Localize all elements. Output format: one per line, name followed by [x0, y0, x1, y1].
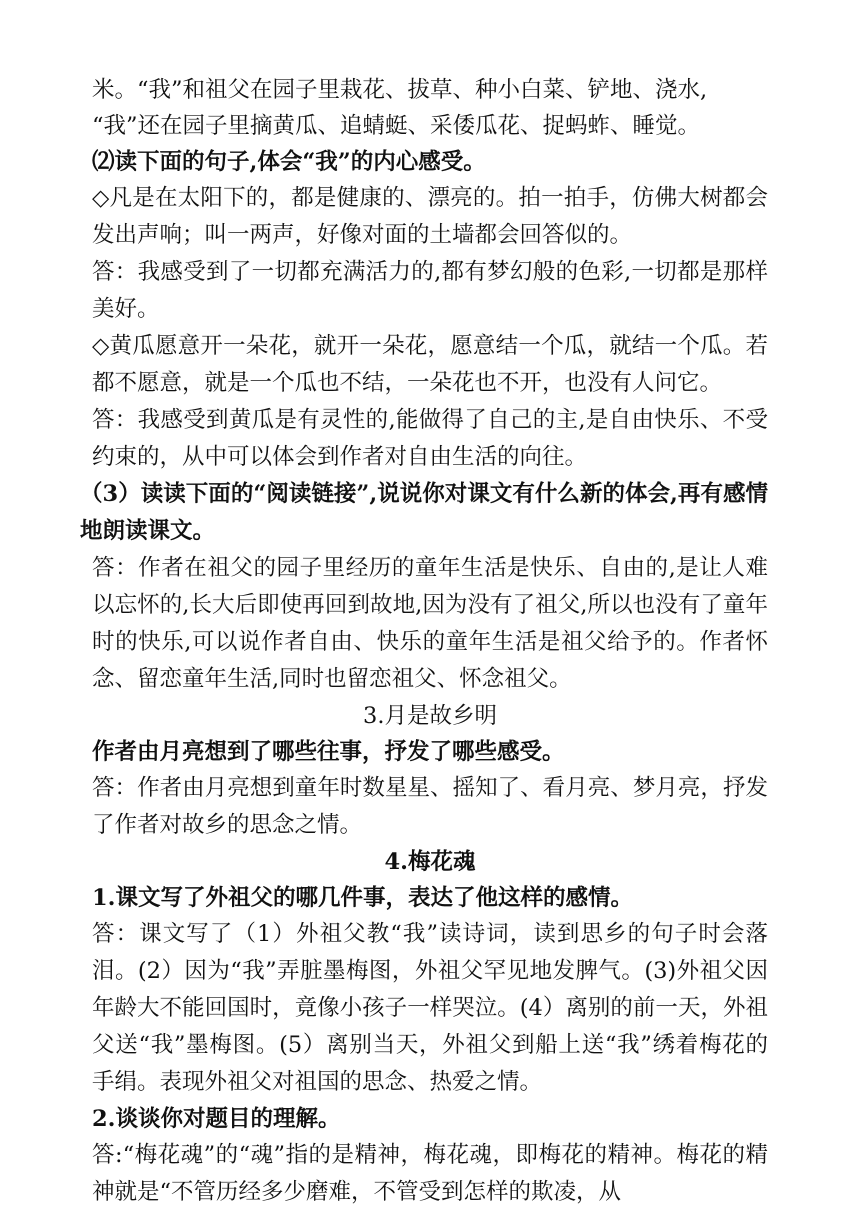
answer-paragraph: 答：作者在祖父的园子里经历的童年生活是快乐、自由的,是让人难以忘怀的,长大后即使再回到故地,因为没有了祖父,所以也没有了童年时的快乐,可以说作者自由、快乐的童年生活是祖父给予的。作者怀念、留恋童年生活,同时也留恋祖父、怀念祖父。 [92, 555, 768, 692]
body-line: 米。“我”和祖父在园子里栽花、拔草、种小白菜、铲地、浇水, [92, 77, 708, 103]
quoted-sentence: ◇黄瓜愿意开一朵花，就开一朵花，愿意结一个瓜，就结一个瓜。若都不愿意，就是一个瓜也不结，一朵花也不开，也没有人问它。 [92, 333, 768, 396]
question-heading: 1.课文写了外祖父的哪几件事，表达了他这样的感情。 [92, 885, 633, 911]
answer-paragraph: 答：作者由月亮想到童年时数星星、摇知了、看月亮、梦月亮，抒发了作者对故乡的思念之情。 [92, 775, 768, 838]
question-heading: （3）读读下面的“阅读链接”,说说你对课文有什么新的体会,再有感情地朗读课文。 [80, 481, 768, 544]
question-heading: 作者由月亮想到了哪些往事，抒发了哪些感受。 [92, 739, 565, 765]
question-heading: 2.谈谈你对题目的理解。 [92, 1106, 341, 1132]
quoted-sentence: ◇凡是在太阳下的，都是健康的、漂亮的。拍一拍手，仿佛大树都会发出声响；叫一两声，好像对面的土墙都会回答似的。 [92, 185, 768, 248]
section-title: 3.月是故乡明 [363, 703, 497, 729]
section-title: 4.梅花魂 [384, 849, 476, 875]
answer-paragraph: 答：我感受到黄瓜是有灵性的,能做得了自己的主,是自由快乐、不受约束的，从中可以体会到作者对自由生活的向往。 [92, 407, 768, 470]
answer-paragraph: 答：我感受到了一切都充满活力的,都有梦幻般的色彩,一切都是那样美好。 [92, 259, 768, 322]
body-line: “我”还在园子里摘黄瓜、追蜻蜓、采倭瓜花、捉蚂蚱、睡觉。 [92, 113, 701, 139]
answer-paragraph: 答:“梅花魂”的“魂”指的是精神，梅花魂，即梅花的精神。梅花的精神就是“不管历经多少磨难，不管受到怎样的欺凌，从 [92, 1142, 768, 1205]
answer-paragraph: 答：课文写了（1）外祖父教“我”读诗词，读到思乡的句子时会落泪。(2）因为“我”弄脏墨梅图，外祖父罕见地发脾气。(3)外祖父因年龄大不能回国时，竟像小孩子一样哭泣。(4）离别的前一天，外祖父送“我”墨梅图。(5）离别当天，外祖父到船上送“我”绣着梅花的手绢。表现外祖父对祖国的思念、热爱之情。 [92, 921, 768, 1095]
question-heading: ⑵读下面的句子,体会“我”的内心感受。 [92, 149, 486, 175]
